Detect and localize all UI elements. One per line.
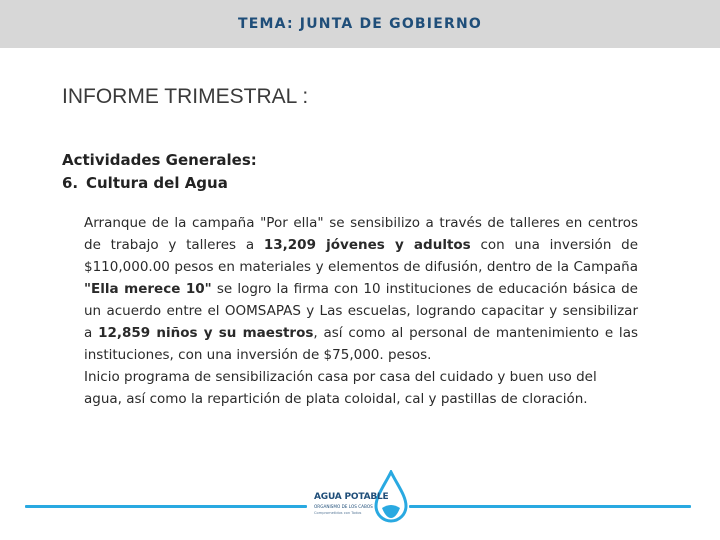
- text-span: , así como al personal de mantenimiento e las instituciones, con una inversión de $75,000. pesos.: [84, 325, 638, 363]
- report-title: INFORME TRIMESTRAL :: [62, 85, 309, 108]
- item-title: Cultura del Agua: [86, 174, 228, 192]
- item-heading: [62, 174, 228, 192]
- section-heading: Actividades Generales:: [62, 151, 257, 169]
- paragraph-program: Inicio programa de sensibilización casa por casa del cuidado y buen uso del agua, así como la repartición de plata coloidal, cal y pastillas de cloración.: [84, 369, 597, 407]
- bold-campaign-name: "Ella merece 10": [84, 281, 212, 297]
- paragraph-campaign: [84, 212, 638, 366]
- logo-org: ORGANISMO DE LOS CABOS: [314, 504, 373, 509]
- bold-youth-adults: 13,209 jóvenes y adultos: [263, 237, 471, 253]
- logo-name: AGUA POTABLE: [314, 492, 389, 502]
- footer-line-left: [25, 505, 307, 508]
- bold-children-teachers: 12,859 niños y su maestros: [98, 325, 314, 341]
- header-bar: [0, 0, 720, 48]
- topic-title: TEMA: JUNTA DE GOBIERNO: [238, 16, 482, 32]
- text-span: se logro la firma con 10 instituciones de educación básica de un acuerdo entre el OOMSAPAS y Las escuelas, logrando capacitar y sensibilizar a: [84, 281, 638, 341]
- footer-line-right: [409, 505, 691, 508]
- text-span: con una inversión de $110,000.00 pesos en materiales y elementos de difusión, dentro de la Campaña: [84, 237, 639, 275]
- item-number: 6.: [62, 174, 79, 192]
- agua-potable-logo: [308, 468, 408, 528]
- logo-tagline: Comprometidos con Todos: [314, 511, 362, 515]
- text-span: Arranque de la campaña "Por ella" se sensibilizo a través de talleres en centros de trabajo y talleres a: [84, 215, 638, 253]
- body-text: [84, 212, 638, 410]
